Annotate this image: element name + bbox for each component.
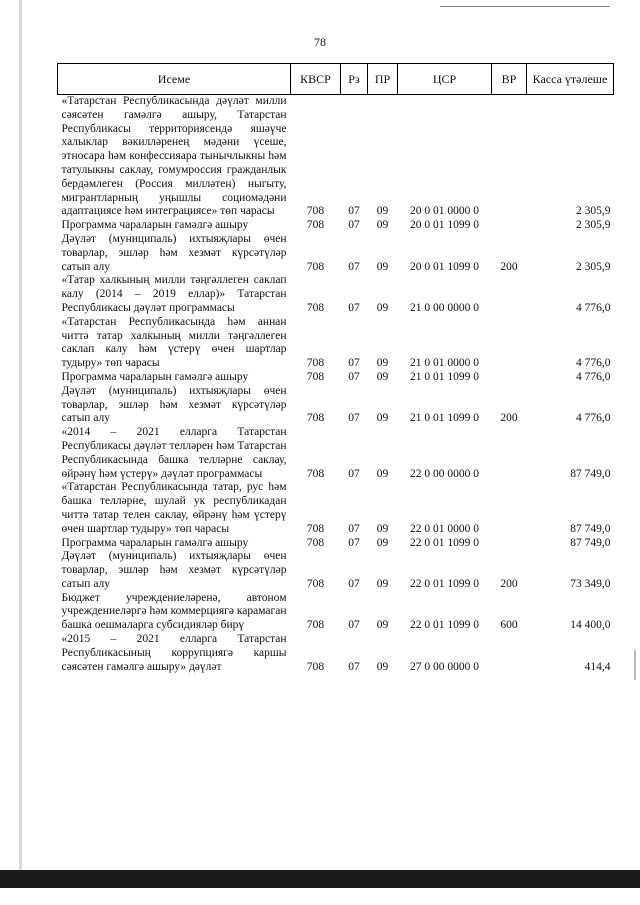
row-amount: 2 305,9	[576, 260, 611, 273]
row-amount: 87 749,0	[570, 522, 611, 535]
row-csr: 22 0 00 0000 0	[410, 467, 479, 480]
page-number: 78	[314, 35, 326, 49]
row-kvsr: 708	[306, 260, 325, 273]
row-vr	[492, 481, 527, 536]
row-amount: 4 776,0	[576, 370, 611, 383]
row-kvsr: 708	[306, 412, 325, 425]
row-rz: 07	[348, 577, 360, 590]
table-row	[58, 371, 614, 385]
row-kvsr: 708	[306, 370, 325, 383]
row-vr	[492, 426, 527, 481]
table-row	[58, 592, 614, 633]
table-row	[58, 537, 614, 551]
header-pr: ПР	[368, 64, 398, 95]
row-name: Бюджет учреждениеләренә, автоном учреждениеләргә һәм коммерциягә карамаган башка оешмаларга субсидияләр бирү	[61, 591, 287, 632]
table-row	[58, 385, 614, 426]
header-name: Исеме	[58, 64, 291, 95]
budget-table	[57, 63, 614, 674]
row-name: «Татарстан Республикасында дәүләт милли сәясәтен гамәлгә ашыру, Татарстан Республикасы территориясендә яшәүче халыклар вәкилләренең мәдәни үсеше, этносара һәм конфессияара тынычлыкны һәм татулыкны саклау, гомумроссия гражданлык бердәмлеген (Россия милләтен) ныгыту, мигрантларның уңышлы социомәдәни адаптациясе һәм интеграциясе» төп чарасы	[61, 95, 287, 218]
row-rz: 07	[348, 619, 360, 632]
scan-top-mark	[440, 6, 610, 7]
row-pr: 09	[376, 660, 389, 673]
row-csr: 27 0 00 0000 0	[410, 660, 479, 673]
row-amount: 87 749,0	[570, 536, 611, 549]
row-rz: 07	[348, 260, 360, 273]
row-rz: 07	[348, 660, 360, 673]
row-amount: 73 349,0	[570, 577, 611, 590]
table-header-row	[58, 64, 614, 95]
row-kvsr: 708	[306, 536, 325, 549]
row-kvsr: 708	[306, 522, 325, 535]
header-vr: ВР	[492, 64, 527, 95]
row-csr: 21 0 00 0000 0	[410, 301, 479, 314]
table-body	[58, 95, 614, 675]
row-csr: 22 0 01 1099 0	[410, 619, 479, 632]
row-pr: 09	[376, 467, 389, 480]
row-csr: 20 0 01 1099 0	[410, 219, 479, 232]
row-kvsr: 708	[306, 577, 325, 590]
row-vr	[492, 274, 527, 315]
header-csr: ЦСР	[398, 64, 492, 95]
row-amount: 2 305,9	[576, 205, 611, 218]
row-pr: 09	[376, 577, 389, 590]
row-csr: 22 0 01 1099 0	[410, 536, 479, 549]
row-rz: 07	[348, 370, 360, 383]
row-csr: 21 0 01 0000 0	[410, 357, 479, 370]
row-pr: 09	[376, 205, 389, 218]
row-pr: 09	[376, 370, 389, 383]
scan-edge-right	[634, 650, 636, 680]
row-name: Программа чараларын гамәлгә ашыру	[61, 370, 249, 383]
row-amount: 2 305,9	[576, 219, 611, 232]
row-vr: 200	[500, 577, 518, 590]
scan-bottom-edge	[0, 870, 640, 888]
row-pr: 09	[376, 412, 389, 425]
row-name: Дәүләт (муниципаль) ихтыяҗлары өчен товарлар, эшләр һәм хезмәт күрсәтүләр сатып алу	[61, 384, 287, 425]
row-name: «2015 – 2021 елларга Татарстан Республикасының коррупциягә каршы сәясәтен гамәлгә ашыру» дәүләт	[61, 633, 287, 673]
row-name: Программа чараларын гамәлгә ашыру	[61, 536, 249, 549]
row-vr: 600	[500, 619, 518, 632]
row-csr: 21 0 01 1099 0	[410, 412, 479, 425]
row-vr: 200	[500, 260, 518, 273]
row-amount: 4 776,0	[576, 357, 611, 370]
header-rz: Рз	[341, 64, 368, 95]
table-row	[58, 426, 614, 481]
row-csr: 21 0 01 1099 0	[410, 370, 479, 383]
row-name: «Татарстан Республикасында һәм аннан читтә татар халкының милли тәңгәллеген саклап калу һәм үстерү өчен шартлар тудыру» төп чарасы	[61, 315, 287, 370]
row-rz: 07	[348, 205, 360, 218]
table-row	[58, 316, 614, 371]
row-csr: 20 0 01 1099 0	[410, 260, 479, 273]
row-kvsr: 708	[306, 660, 325, 673]
row-kvsr: 708	[306, 467, 325, 480]
row-kvsr: 708	[306, 357, 325, 370]
row-kvsr: 708	[306, 301, 325, 314]
row-pr: 09	[376, 522, 389, 535]
scan-edge-left	[19, 0, 22, 888]
table-row	[58, 550, 614, 591]
row-csr: 20 0 01 0000 0	[410, 205, 479, 218]
row-rz: 07	[348, 219, 360, 232]
row-pr: 09	[376, 357, 389, 370]
table-row	[58, 481, 614, 536]
table-row	[58, 219, 614, 233]
row-pr: 09	[376, 301, 389, 314]
row-vr: 200	[500, 412, 518, 425]
row-amount: 87 749,0	[570, 467, 611, 480]
row-vr	[492, 537, 527, 551]
row-amount: 4 776,0	[576, 301, 611, 314]
row-name: Дәүләт (муниципаль) ихтыяҗлары өчен товарлар, эшләр һәм хезмәт күрсәтүләр сатып алу	[61, 232, 287, 273]
row-kvsr: 708	[306, 619, 325, 632]
row-name: «Татар халкының милли тәңгәллеген саклап калу (2014 – 2019 еллар)» Татарстан Республикасы дәүләт программасы	[61, 274, 287, 314]
header-kassa: Касса үтәлеше	[527, 64, 614, 95]
table-row	[58, 633, 614, 674]
row-vr	[492, 95, 527, 220]
row-vr	[492, 316, 527, 371]
row-rz: 07	[348, 301, 360, 314]
row-csr: 22 0 01 1099 0	[410, 577, 479, 590]
row-pr: 09	[376, 219, 389, 232]
row-name: Программа чараларын гамәлгә ашыру	[61, 219, 249, 232]
row-kvsr: 708	[306, 205, 325, 218]
row-rz: 07	[348, 536, 360, 549]
row-amount: 414,4	[584, 660, 611, 673]
row-pr: 09	[376, 260, 389, 273]
table-row	[58, 95, 614, 220]
row-name: «2014 – 2021 елларга Татарстан Республикасы дәүләт телләрен һәм Татарстан Республикасында башка телләрне саклау, өйрәнү һәм үстерү» дәүләт программасы	[61, 426, 287, 480]
row-vr	[492, 633, 527, 674]
table-row	[58, 274, 614, 315]
row-rz: 07	[348, 467, 360, 480]
row-name: Дәүләт (муниципаль) ихтыяҗлары өчен товарлар, эшләр һәм хезмәт күрсәтүләр сатып алу	[61, 550, 287, 590]
row-rz: 07	[348, 412, 360, 425]
row-amount: 4 776,0	[576, 412, 611, 425]
row-pr: 09	[376, 536, 389, 549]
row-csr: 22 0 01 0000 0	[410, 522, 479, 535]
header-kvsr: КВСР	[291, 64, 341, 95]
row-rz: 07	[348, 357, 360, 370]
row-name: «Татарстан Республикасында татар, рус һәм башка телләрне, шулай ук республикадан читтә татар телен саклау, өйрәнү һәм үстерү өчен шартлар тудыру» төп чарасы	[61, 481, 287, 535]
row-kvsr: 708	[306, 219, 325, 232]
table-row	[58, 233, 614, 274]
row-vr	[492, 219, 527, 233]
row-rz: 07	[348, 522, 360, 535]
row-pr: 09	[376, 619, 389, 632]
row-amount: 14 400,0	[570, 619, 611, 632]
row-vr	[492, 371, 527, 385]
